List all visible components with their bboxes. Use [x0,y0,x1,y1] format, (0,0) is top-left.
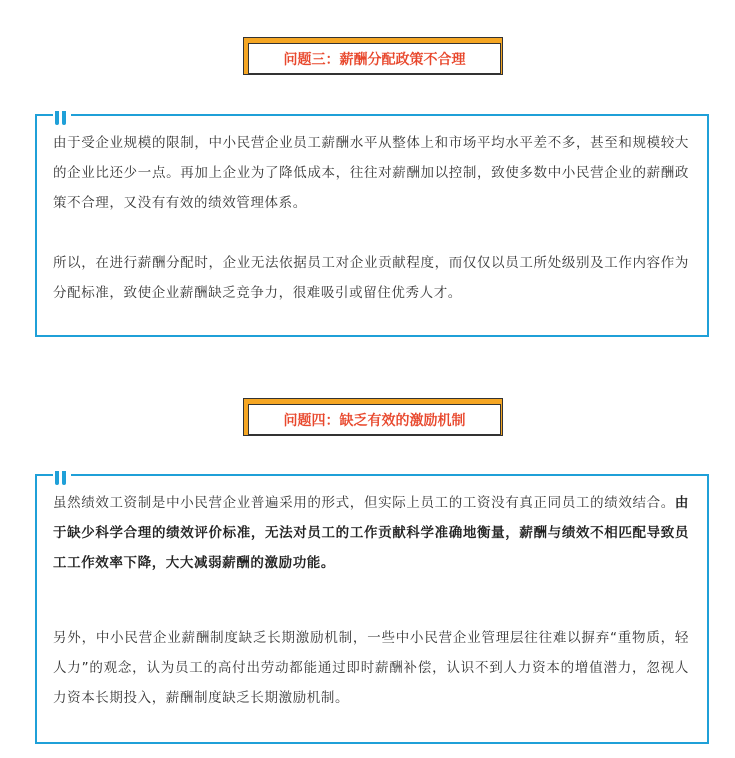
content-card-2 [35,474,709,744]
heading-label: 问题四：缺乏有效的激励机制 [248,404,501,435]
quote-mark-icon [53,111,71,125]
paragraph-bold-text: 由于缺少科学合理的绩效评价标准，无法对员工的工作贡献科学准确地衡量，薪酬与绩效不相匹配导致员工工作效率下降，大大减弱薪酬的激励功能。 [53,495,689,571]
content-card-1 [35,114,709,337]
quote-mark-icon [53,471,71,485]
section-heading-2 [243,398,503,436]
paragraph-normal-text: 虽然绩效工资制是中小民营企业普遍采用的形式，但实际上员工的工资没有真正同员工的绩效结合。 [53,495,675,511]
paragraph: 另外，中小民营企业薪酬制度缺乏长期激励机制，一些中小民营企业管理层往往难以摒弃“重物质，轻人力”的观念，认为员工的高付出劳动都能通过即时薪酬补偿，认识不到人力资本的增值潜力，忽视人力资本长期投入，薪酬制度缺乏长期激励机制。 [53,630,689,706]
paragraph-mixed [53,488,689,578]
paragraph: 所以，在进行薪酬分配时，企业无法依据员工对企业贡献程度，而仅仅以员工所处级别及工作内容作为分配标准，致使企业薪酬缺乏竞争力，很难吸引或留住优秀人才。 [53,255,689,301]
heading-label: 问题三：薪酬分配政策不合理 [248,43,501,74]
paragraph: 由于受企业规模的限制，中小民营企业员工薪酬水平从整体上和市场平均水平差不多，甚至和规模较大的企业比还少一点。再加上企业为了降低成本，往往对薪酬加以控制，致使多数中小民营企业的薪酬政策不合理，又没有有效的绩效管理体系。 [53,135,689,211]
section-heading-1 [243,37,503,75]
